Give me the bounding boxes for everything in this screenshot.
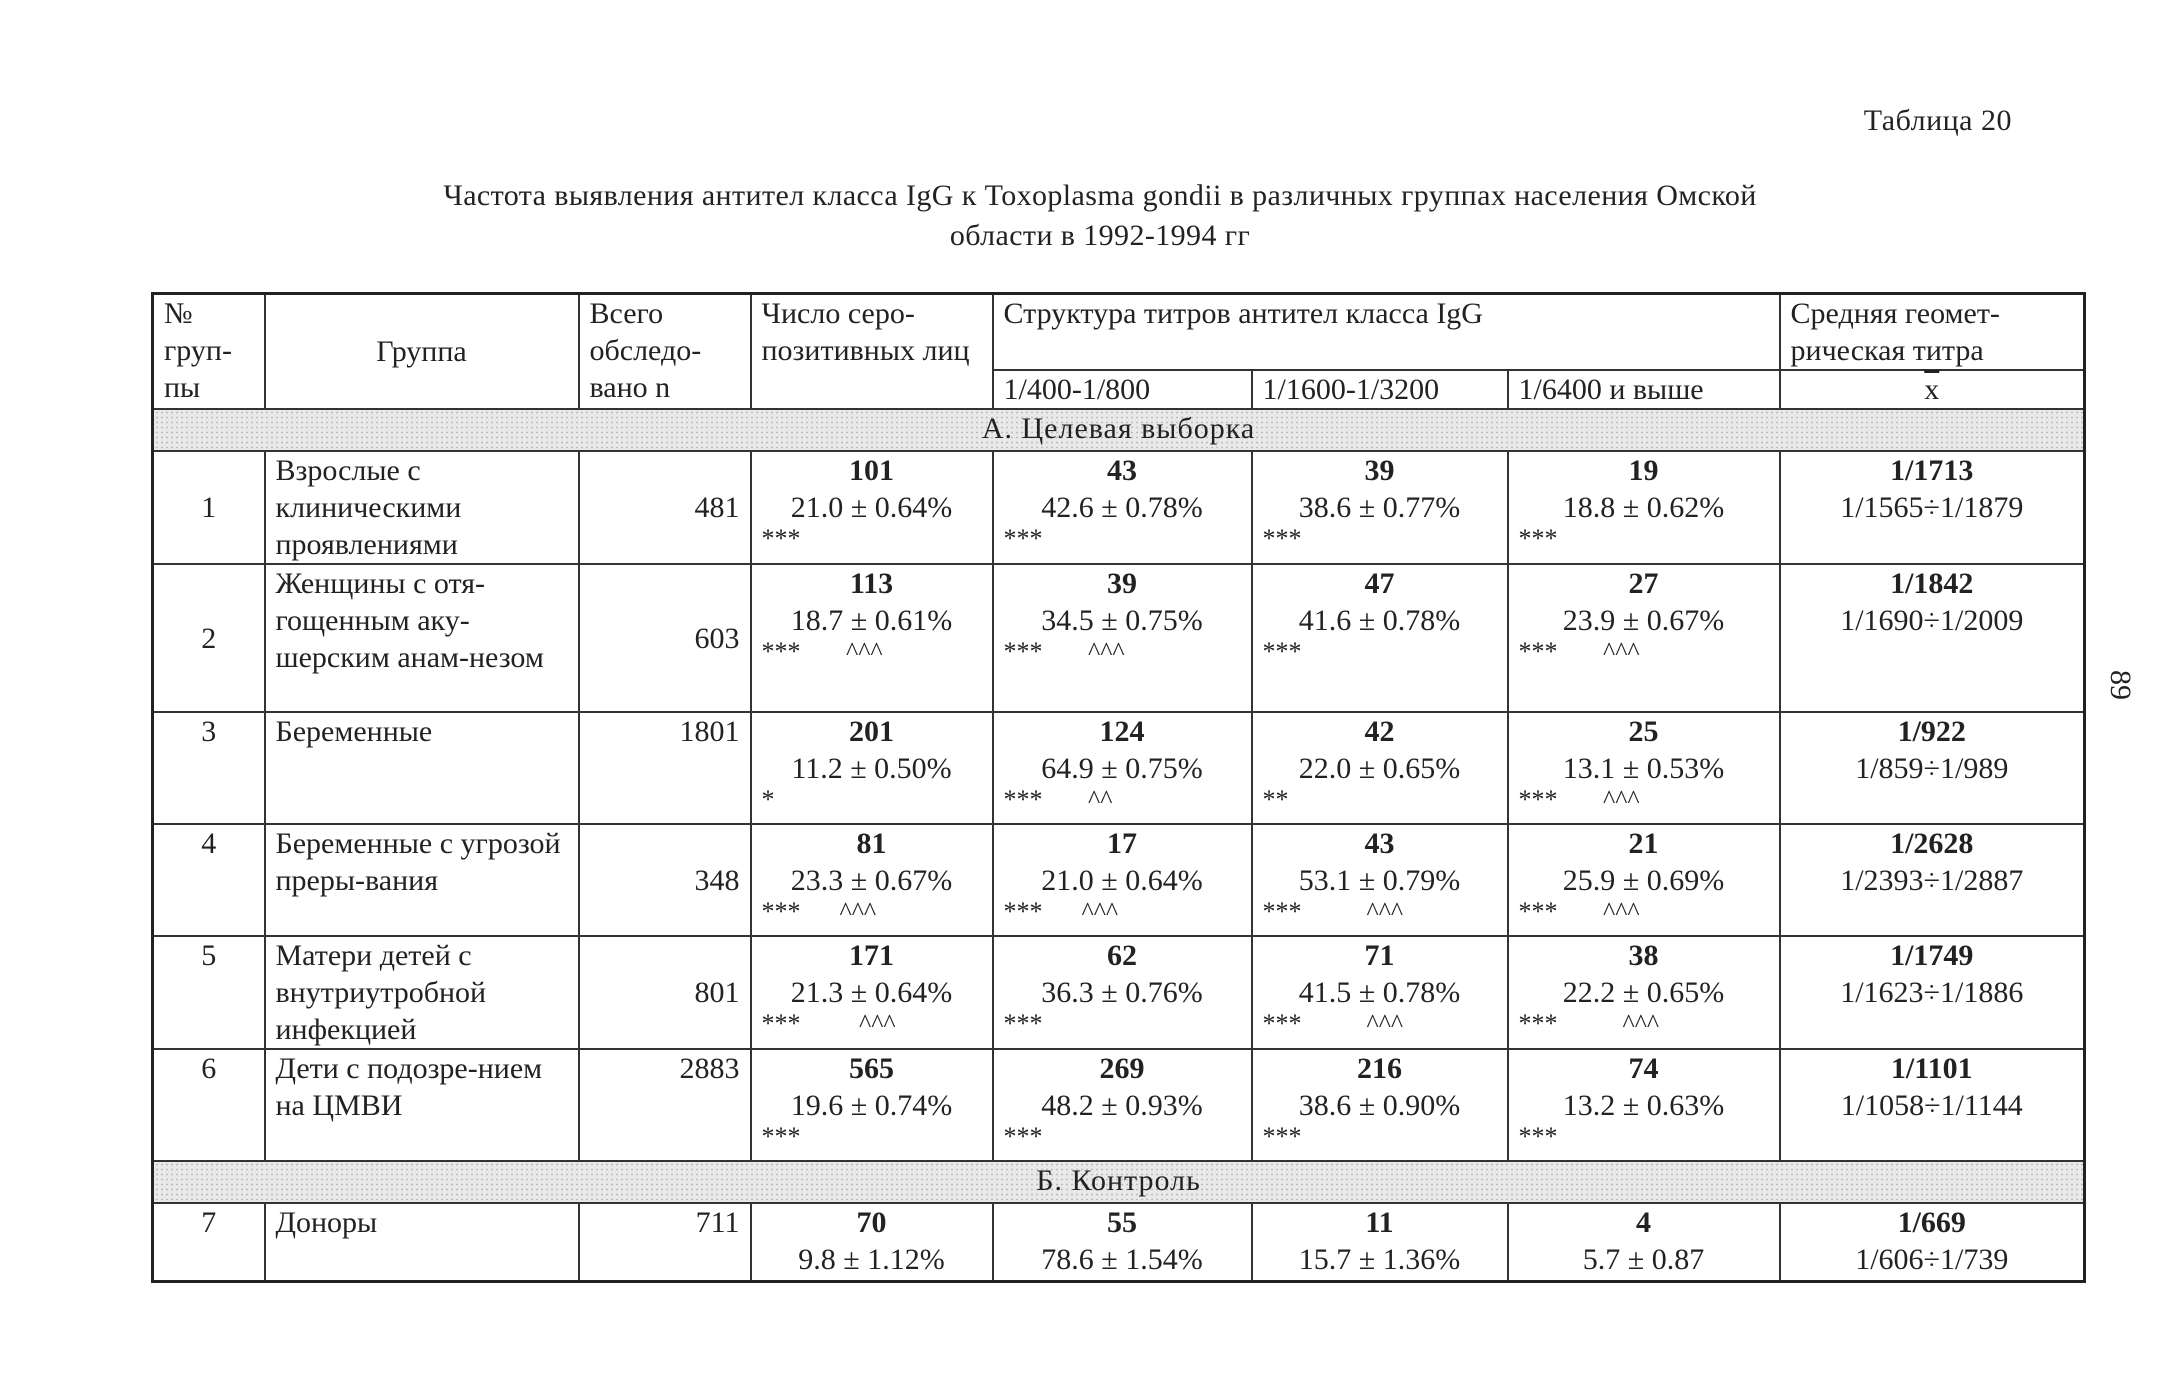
seropositive-cell	[751, 936, 993, 1049]
significance-marks: ***	[761, 524, 801, 553]
percent-value: 18.7 ± 0.61%	[790, 604, 953, 637]
seropositive-cell	[751, 564, 993, 712]
geometric-mean-cell	[1780, 1203, 2085, 1281]
table-row	[153, 1203, 2085, 1281]
percent-value: 53.1 ± 0.79%	[1298, 864, 1461, 897]
mean-titer: 1/1101	[1890, 1052, 1973, 1085]
percent-value: 9.8 ± 1.12%	[798, 1243, 945, 1276]
percent-value: 38.6 ± 0.77%	[1298, 491, 1461, 524]
count-value: 70	[856, 1206, 887, 1239]
confidence-interval: 1/1690÷1/2009	[1840, 604, 2024, 637]
percent-value: 42.6 ± 0.78%	[1041, 491, 1203, 524]
geometric-mean-cell	[1780, 564, 2085, 712]
total-examined: 1801	[579, 712, 751, 824]
significance-marks: ***	[1262, 1122, 1302, 1151]
count-value: 171	[849, 939, 894, 972]
geometric-mean-cell	[1780, 936, 2085, 1049]
header-titer-1: 1/400-1/800	[993, 370, 1252, 409]
significance-marks: *** ^^^	[1518, 785, 1640, 814]
titer-1-cell	[993, 451, 1252, 564]
count-value: 269	[1099, 1052, 1145, 1085]
significance-marks: *** ^^^	[1518, 1009, 1660, 1038]
group-name: Женщины с отя-гощенным аку-шерским анам-незом	[265, 564, 579, 712]
table-row	[153, 564, 2085, 712]
group-number: 6	[153, 1049, 265, 1161]
count-value: 21	[1628, 827, 1659, 860]
titer-2-cell	[1252, 824, 1508, 936]
group-name: Беременные с угрозой преры-вания	[265, 824, 579, 936]
titer-3-cell	[1508, 564, 1780, 712]
mean-titer: 1/1842	[1890, 567, 1974, 600]
header-titer-2: 1/1600-1/3200	[1252, 370, 1508, 409]
percent-value: 5.7 ± 0.87	[1582, 1243, 1705, 1276]
titer-1-cell	[993, 936, 1252, 1049]
percent-value: 23.9 ± 0.67%	[1562, 604, 1725, 637]
titer-1-cell	[993, 564, 1252, 712]
percent-value: 41.5 ± 0.78%	[1298, 976, 1461, 1009]
group-number: 5	[153, 936, 265, 1049]
percent-value: 19.6 ± 0.74%	[790, 1089, 953, 1122]
confidence-interval: 1/606÷1/739	[1855, 1243, 2009, 1276]
confidence-interval: 1/1565÷1/1879	[1840, 491, 2024, 524]
significance-marks: ***	[1518, 1122, 1558, 1151]
count-value: 216	[1357, 1052, 1402, 1085]
count-value: 201	[849, 715, 894, 748]
percent-value: 15.7 ± 1.36%	[1298, 1243, 1461, 1276]
percent-value: 22.2 ± 0.65%	[1562, 976, 1725, 1009]
table-row	[153, 712, 2085, 824]
count-value: 74	[1628, 1052, 1659, 1085]
count-value: 39	[1107, 567, 1137, 600]
titer-3-cell	[1508, 1049, 1780, 1161]
titer-3-cell	[1508, 824, 1780, 936]
titer-2-cell	[1252, 564, 1508, 712]
count-value: 27	[1628, 567, 1659, 600]
count-value: 62	[1107, 939, 1137, 972]
percent-value: 78.6 ± 1.54%	[1041, 1243, 1203, 1276]
geometric-mean-cell	[1780, 1049, 2085, 1161]
group-number: 7	[153, 1203, 265, 1281]
group-number: 3	[153, 712, 265, 824]
percent-value: 13.2 ± 0.63%	[1562, 1089, 1725, 1122]
confidence-interval: 1/1058÷1/1144	[1840, 1089, 2023, 1122]
table-caption	[250, 176, 1950, 256]
header-geometric-mean: Средняя геомет-рическая титра	[1780, 294, 2085, 371]
count-value: 43	[1364, 827, 1395, 860]
seropositive-cell	[751, 1203, 993, 1281]
titer-2-cell	[1252, 451, 1508, 564]
total-examined: 801	[579, 936, 751, 1049]
table-row	[153, 451, 2085, 564]
group-name: Матери детей с внутриутробной инфекцией	[265, 936, 579, 1049]
percent-value: 11.2 ± 0.50%	[791, 752, 952, 785]
caption-line-1: Частота выявления антител класса IgG к Toxoplasma gondii в различных группах населения Омской	[443, 179, 1757, 212]
percent-value: 41.6 ± 0.78%	[1298, 604, 1461, 637]
significance-marks: *** ^^^	[761, 897, 877, 926]
table-row	[153, 824, 2085, 936]
percent-value: 64.9 ± 0.75%	[1041, 752, 1203, 785]
header-group: Группа	[265, 294, 579, 410]
significance-marks: ***	[1003, 1009, 1043, 1038]
significance-marks: ***	[1262, 637, 1302, 666]
header-titer-structure: Структура титров антител класса IgG	[993, 294, 1780, 371]
significance-marks: *** ^^^	[1003, 637, 1125, 666]
group-name: Дети с подозре-нием на ЦМВИ	[265, 1049, 579, 1161]
seropositive-cell	[751, 712, 993, 824]
seropositive-cell	[751, 451, 993, 564]
significance-marks: *** ^^^	[1003, 897, 1119, 926]
group-name: Взрослые с клиническими проявлениями	[265, 451, 579, 564]
percent-value: 25.9 ± 0.69%	[1562, 864, 1725, 897]
count-value: 55	[1107, 1206, 1137, 1239]
significance-marks: *** ^^^	[1518, 637, 1640, 666]
caption-line-2: области в 1992-1994 гг	[949, 219, 1251, 252]
antibody-frequency-table	[151, 292, 2086, 1283]
count-value: 71	[1364, 939, 1395, 972]
significance-marks: ***	[761, 1122, 801, 1151]
geometric-mean-cell	[1780, 824, 2085, 936]
header-group-number: № груп-пы	[153, 294, 265, 410]
percent-value: 18.8 ± 0.62%	[1562, 491, 1725, 524]
header-titer-3: 1/6400 и выше	[1508, 370, 1780, 409]
titer-2-cell	[1252, 936, 1508, 1049]
significance-marks: *** ^^^	[761, 637, 883, 666]
titer-1-cell	[993, 1203, 1252, 1281]
significance-marks: ***	[1518, 524, 1558, 553]
percent-value: 21.0 ± 0.64%	[790, 491, 953, 524]
total-examined: 348	[579, 824, 751, 936]
percent-value: 36.3 ± 0.76%	[1041, 976, 1203, 1009]
count-value: 19	[1628, 454, 1659, 487]
count-value: 565	[849, 1052, 894, 1085]
significance-marks: *** ^^^	[1262, 1009, 1404, 1038]
header-mean-symbol: $\overline{x}$	[1780, 370, 2085, 409]
percent-value: 48.2 ± 0.93%	[1041, 1089, 1203, 1122]
count-value: 25	[1628, 715, 1659, 748]
mean-titer: 1/922	[1897, 715, 1966, 748]
header-seropositive: Число серо-позитивных лиц	[751, 294, 993, 410]
percent-value: 23.3 ± 0.67%	[790, 864, 953, 897]
titer-2-cell	[1252, 1049, 1508, 1161]
significance-marks: **	[1262, 785, 1289, 814]
count-value: 17	[1107, 827, 1137, 860]
table-row	[153, 1049, 2085, 1161]
section-target-sample: А. Целевая выборка	[153, 409, 2085, 451]
section-control: Б. Контроль	[153, 1161, 2085, 1203]
group-number: 1	[153, 451, 265, 564]
titer-1-cell	[993, 1049, 1252, 1161]
count-value: 11	[1365, 1206, 1394, 1239]
geometric-mean-cell	[1780, 712, 2085, 824]
page-number: 89	[2104, 670, 2137, 700]
group-name: Беременные	[265, 712, 579, 824]
percent-value: 13.1 ± 0.53%	[1562, 752, 1725, 785]
count-value: 43	[1107, 454, 1137, 487]
percent-value: 38.6 ± 0.90%	[1298, 1089, 1461, 1122]
seropositive-cell	[751, 824, 993, 936]
total-examined: 603	[579, 564, 751, 712]
table-number-label: Таблица 20	[1863, 104, 2012, 137]
titer-1-cell	[993, 824, 1252, 936]
confidence-interval: 1/1623÷1/1886	[1840, 976, 2024, 1009]
count-value: 39	[1364, 454, 1395, 487]
significance-marks: ***	[1003, 1122, 1043, 1151]
total-examined: 2883	[579, 1049, 751, 1161]
titer-3-cell	[1508, 1203, 1780, 1281]
titer-2-cell	[1252, 1203, 1508, 1281]
titer-2-cell	[1252, 712, 1508, 824]
confidence-interval: 1/2393÷1/2887	[1840, 864, 2024, 897]
significance-marks: ***	[1262, 524, 1302, 553]
titer-3-cell	[1508, 451, 1780, 564]
count-value: 42	[1364, 715, 1395, 748]
group-name: Доноры	[265, 1203, 579, 1281]
mean-titer: 1/1749	[1890, 939, 1974, 972]
confidence-interval: 1/859÷1/989	[1855, 752, 2009, 785]
percent-value: 22.0 ± 0.65%	[1298, 752, 1461, 785]
count-value: 113	[849, 567, 894, 600]
significance-marks: *** ^^	[1003, 785, 1113, 814]
count-value: 47	[1364, 567, 1395, 600]
geometric-mean-cell	[1780, 451, 2085, 564]
count-value: 4	[1636, 1206, 1651, 1239]
significance-marks: *** ^^^	[1518, 897, 1640, 926]
total-examined: 481	[579, 451, 751, 564]
group-number: 4	[153, 824, 265, 936]
significance-marks: *** ^^^	[761, 1009, 896, 1038]
percent-value: 21.3 ± 0.64%	[790, 976, 953, 1009]
seropositive-cell	[751, 1049, 993, 1161]
percent-value: 21.0 ± 0.64%	[1041, 864, 1203, 897]
titer-3-cell	[1508, 712, 1780, 824]
significance-marks: ***	[1003, 524, 1043, 553]
mean-titer: 1/2628	[1890, 827, 1974, 860]
titer-1-cell	[993, 712, 1252, 824]
header-total-examined: Всего обследо-вано n	[579, 294, 751, 410]
group-number: 2	[153, 564, 265, 712]
percent-value: 34.5 ± 0.75%	[1041, 604, 1203, 637]
mean-titer: 1/1713	[1890, 454, 1974, 487]
count-value: 101	[849, 454, 894, 487]
significance-marks: *	[761, 785, 775, 814]
table-row	[153, 936, 2085, 1049]
significance-marks: *** ^^^	[1262, 897, 1404, 926]
mean-titer: 1/669	[1897, 1206, 1966, 1239]
count-value: 124	[1099, 715, 1145, 748]
total-examined: 711	[579, 1203, 751, 1281]
count-value: 81	[856, 827, 887, 860]
count-value: 38	[1628, 939, 1659, 972]
titer-3-cell	[1508, 936, 1780, 1049]
